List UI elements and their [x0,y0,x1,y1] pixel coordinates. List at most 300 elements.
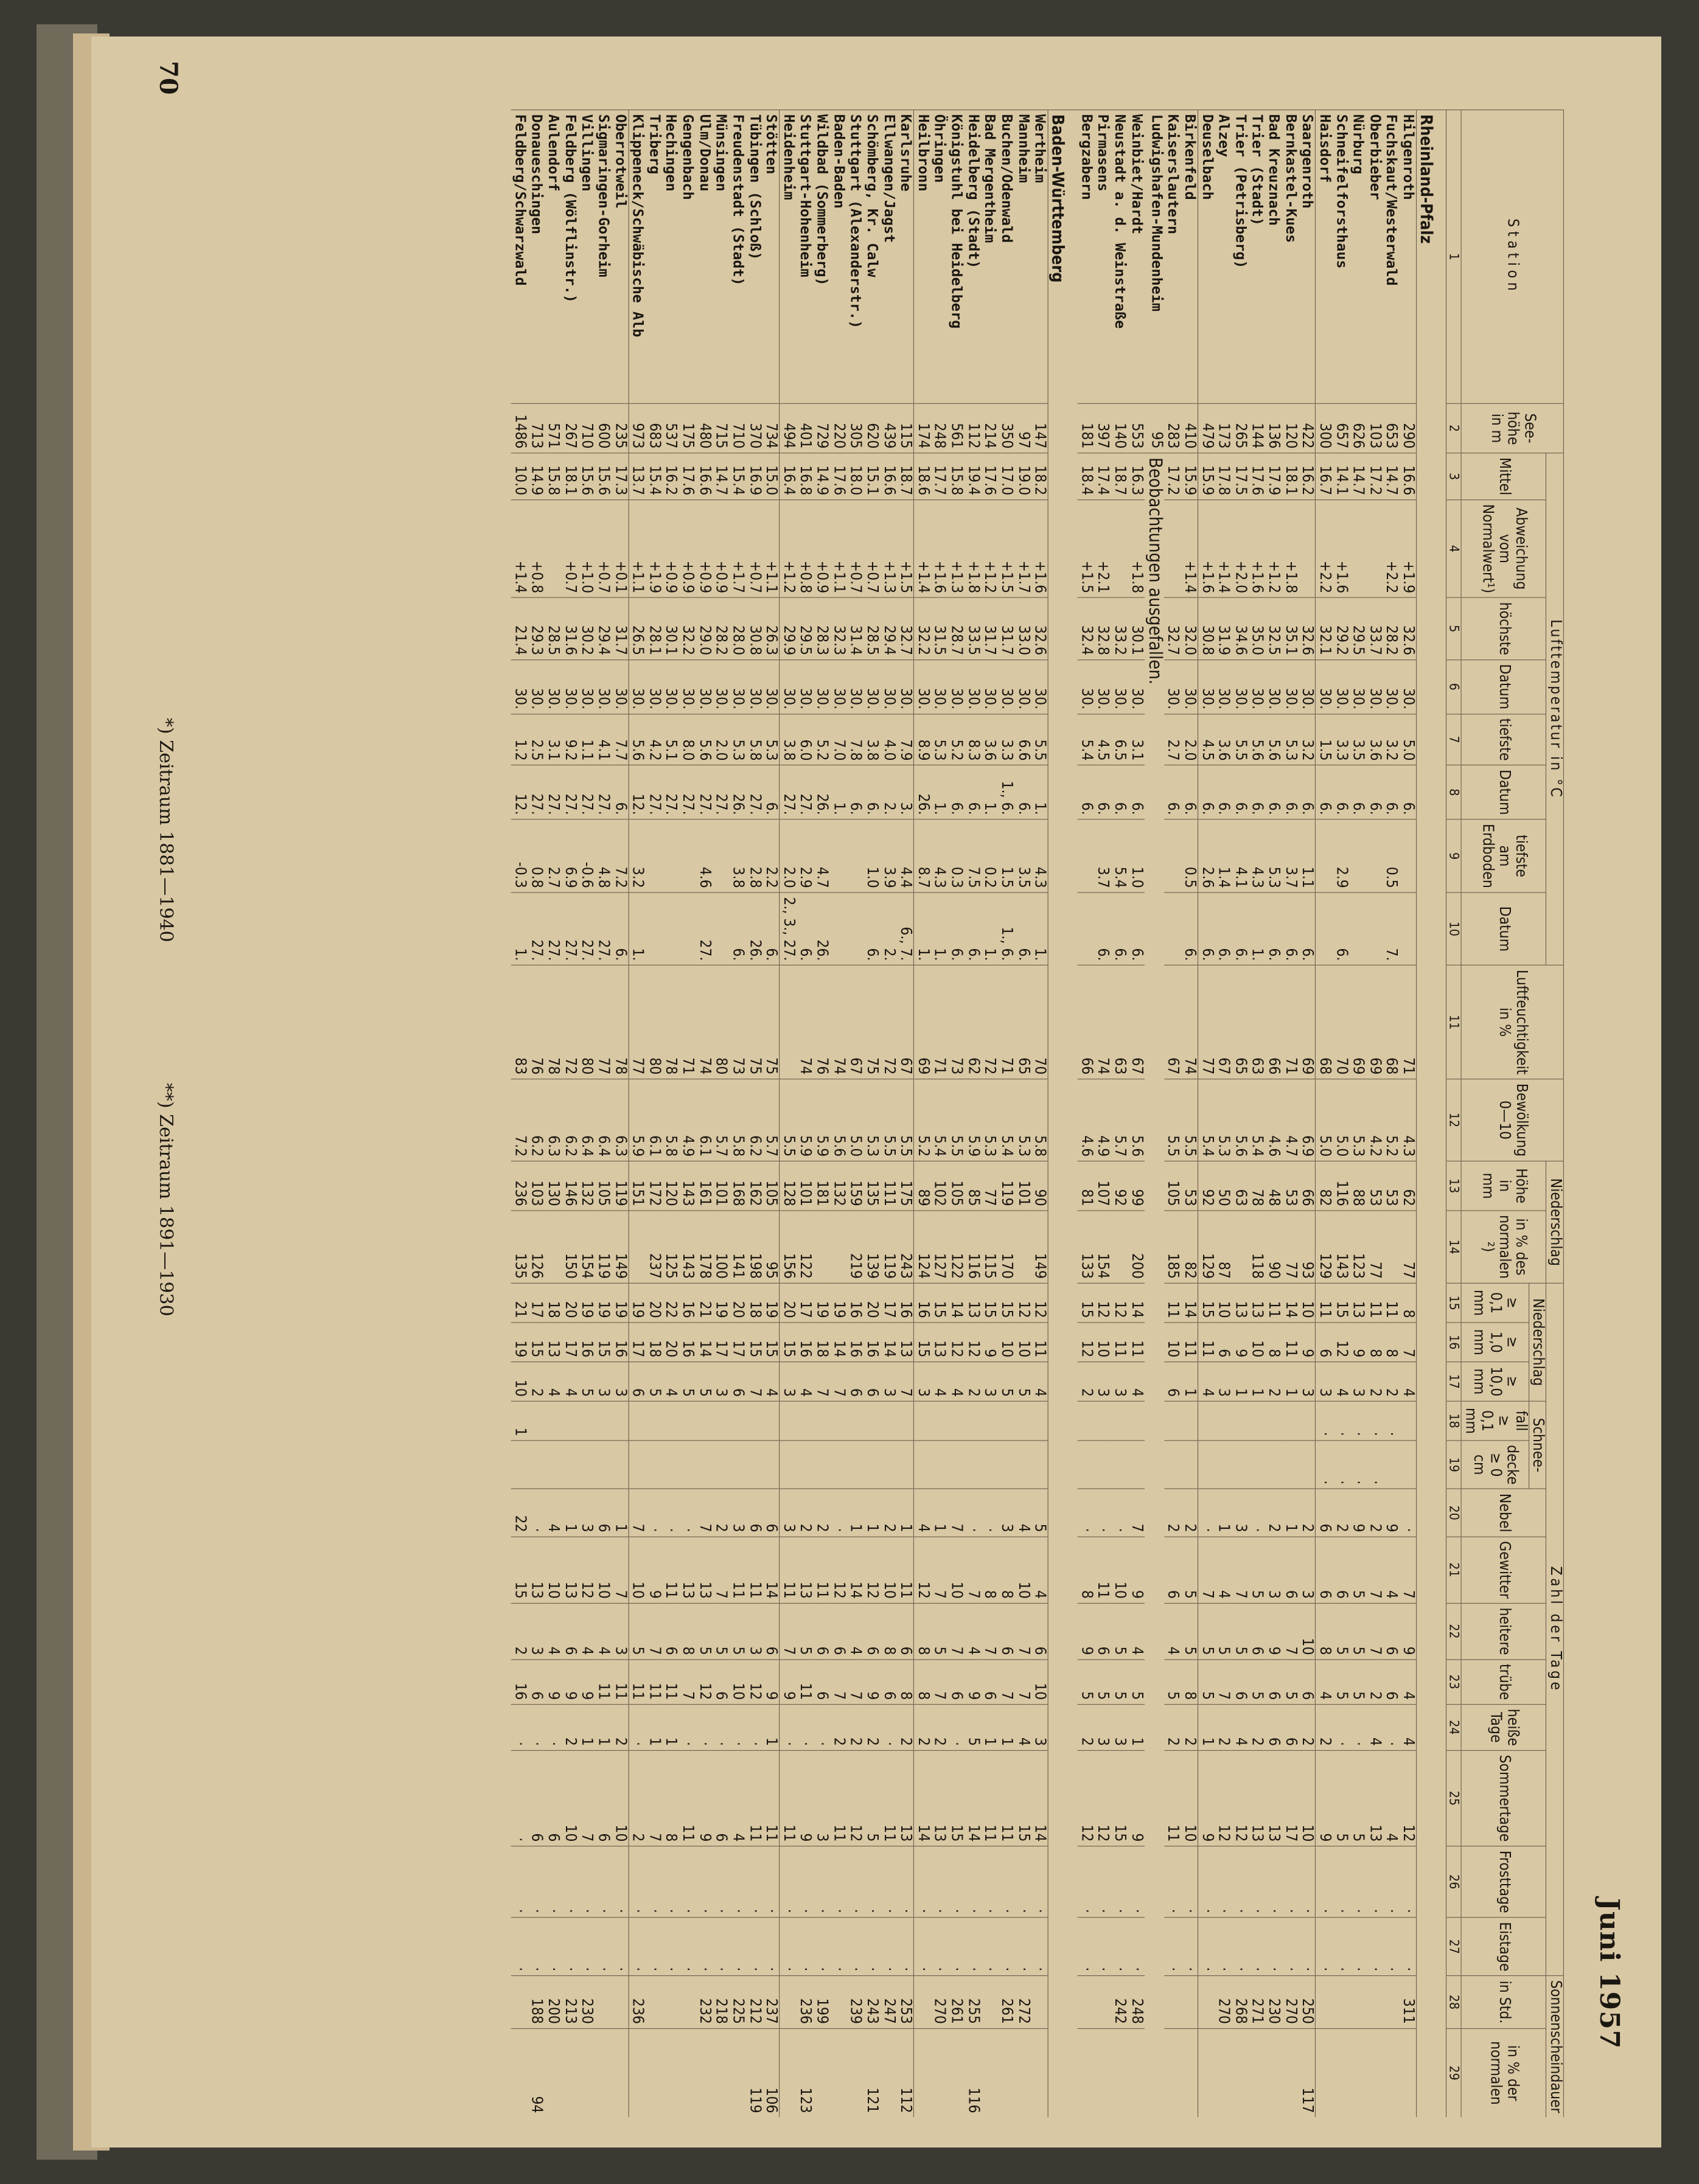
cell: · [981,1918,997,1976]
cell: 9 [545,1660,561,1705]
cell: 30. [1282,659,1298,714]
cell: 5.0 [1400,714,1417,765]
cell [612,1401,629,1441]
cell: 6 [629,1362,646,1402]
cell: +0.9 [713,499,729,597]
cell: · [797,1846,813,1918]
cell: 66 [1299,1161,1316,1211]
cell: 32.3 [830,597,846,659]
cell: 10.0 [511,453,528,500]
cell: 78 [545,965,561,1079]
cell: 11 [1383,1283,1399,1323]
cell: 175 [679,403,696,453]
cell: 30. [1232,659,1248,714]
cell: 4.3 [1031,819,1048,892]
cell: 2.9 [797,819,813,892]
cell: 71 [1400,965,1417,1079]
cell [1299,499,1316,597]
cell: 18 [813,1323,829,1362]
cell: 12 [1232,1750,1248,1846]
cell: 22 [662,1283,679,1323]
cell: 107 [1094,1161,1111,1211]
table-row [713,110,729,2118]
cell: 626 [1349,403,1366,453]
cell: 31.7 [612,597,629,659]
cell: 8.3 [965,714,981,765]
cell: 248 [931,403,947,453]
cell: 11 [646,1660,662,1705]
cell: 6.4 [595,1079,611,1161]
table-row [528,110,544,2118]
station-name: Ulm/Donau [696,110,712,404]
cell: 127 [931,1211,947,1283]
cell: 27. [595,892,611,965]
cell: · [1215,1846,1232,1918]
cell: 17 [797,1283,813,1323]
cell [846,1441,863,1489]
cell: 82 [1181,1211,1198,1283]
cell: 2 [1316,1705,1333,1751]
cell: 2 [830,1705,846,1751]
cell: 232 [696,1976,712,2028]
cell: · [662,1489,679,1537]
cell: 1.4 [1215,819,1232,892]
cell: 6 [1383,1603,1399,1660]
cell: 32.5 [1265,597,1282,659]
cell: 2 [1366,1489,1383,1537]
cell: 5 [713,1603,729,1660]
cell: 15 [745,1323,762,1362]
cell: 5.7 [762,1079,780,1161]
cell: 71 [679,965,696,1079]
cell: 1 [561,1489,577,1537]
cell: 30. [1366,659,1383,714]
cell: 3 [729,1489,745,1537]
cell: 103 [1366,403,1383,453]
cell: 5.6 [1265,714,1282,765]
group-sonnenschein: Sonnenscheindauer [1546,1976,1564,2117]
cell: 6. [1366,765,1383,819]
cell [662,2028,679,2117]
cell: 6. [797,892,813,965]
cell: 4.2 [1366,1079,1383,1161]
cell [830,819,846,892]
cell: · [1198,1846,1215,1918]
cell: 6 [1215,1323,1232,1362]
cell: · [1128,1846,1144,1918]
cell: 1. [931,765,947,819]
cell: 2 [1299,1489,1316,1537]
cell: 116 [965,2028,981,2117]
table-row [1316,110,1333,2118]
table-row [914,110,931,2118]
cell [947,2028,964,2117]
cell: 30. [745,659,762,714]
station-name: Münsingen [713,110,729,404]
cell: 8 [1383,1323,1399,1362]
cell: 14 [846,1537,863,1603]
cell: · [780,1705,797,1751]
cell: 6 [1282,1705,1298,1751]
cell: 4.9 [679,1079,696,1161]
cell: 27. [646,765,662,819]
cell: 15 [780,1323,797,1362]
station-name: Nürburg [1349,110,1366,404]
cell: 14 [762,1537,780,1603]
cell [981,1401,997,1441]
cell: 4 [545,1603,561,1660]
cell: 6 [1282,1537,1298,1603]
table-row [762,110,780,2118]
cell: 5.8 [1031,1079,1048,1161]
cell: 17 [528,1283,544,1323]
cell: 2.2 [762,819,780,892]
cell: 14 [1282,1283,1298,1323]
cell [897,1441,914,1489]
col-schneefall: fall ≥ 0,1 mm [1461,1401,1529,1441]
cell: 1. [629,892,646,965]
cell: 12 [830,1537,846,1603]
table-row [846,110,863,2118]
cell [1111,1401,1128,1441]
cell: 1. [931,892,947,965]
cell: 9 [1349,1323,1366,1362]
cell: 81 [1078,1161,1094,1211]
cell: 6. [729,892,745,965]
cell: 494 [780,403,797,453]
cell: 15.6 [578,453,595,500]
cell: 143 [679,1211,696,1283]
cell: 18 [745,1283,762,1323]
cell: 10 [729,1660,745,1705]
cell: 267 [561,403,577,453]
cell: 30. [897,659,914,714]
cell: 2 [561,1705,577,1751]
cell: 5 [646,1362,662,1402]
column-number: 27 [1446,1918,1462,1976]
cell: 27. [713,765,729,819]
cell: 30. [830,659,846,714]
cell: 271 [1248,1976,1265,2028]
cell: 11 [1164,1750,1181,1846]
cell: 4 [1215,1537,1232,1603]
cell: 115 [981,1211,997,1283]
cell: +1.5 [998,499,1014,597]
cell: 4 [1128,1603,1144,1660]
cell: · [897,1846,914,1918]
cell: · [713,1705,729,1751]
cell: 710 [729,403,745,453]
cell: -0.6 [578,819,595,892]
cell: 8 [914,1660,931,1705]
cell: 10 [1014,1537,1031,1603]
cell: 7 [1400,1537,1417,1603]
cell: 5.5 [1031,714,1048,765]
cell: 80 [646,965,662,1079]
cell: 6. [1198,765,1215,819]
cell: 20 [780,1283,797,1323]
cell [1383,1441,1399,1489]
cell: 7 [897,1362,914,1402]
cell [1078,819,1094,892]
cell: 7.8 [846,714,863,765]
table-row [578,110,595,2118]
cell: 2 [914,1705,931,1751]
cell: 1 [897,1489,914,1537]
cell [1349,819,1366,892]
cell: +1.1 [762,499,780,597]
cell: 99 [1128,1161,1144,1211]
cell: 50 [1215,1161,1232,1211]
cell: 68 [1316,965,1333,1079]
cell [561,1401,577,1441]
cell: 125 [662,1211,679,1283]
cell [528,1441,544,1489]
cell: 2 [1265,1489,1282,1537]
table-row [880,110,896,2118]
cell: · [1111,1918,1128,1976]
cell [662,892,679,965]
cell [1215,2028,1232,2117]
cell: +1.6 [1333,499,1349,597]
col-tiefste: tiefste [1461,714,1546,765]
cell: 8 [914,1603,931,1660]
cell [1400,1441,1417,1489]
cell: 4.6 [1078,1079,1094,1161]
table-row [1014,110,1031,2118]
cell [762,1441,780,1489]
cell: · [679,1918,696,1976]
cell: 1.1 [1299,819,1316,892]
column-number: 29 [1446,2028,1462,2117]
cell: 119 [612,1161,629,1211]
cell: 4 [1366,1705,1383,1751]
cell: 100 [713,1211,729,1283]
cell: 7 [1014,1603,1031,1660]
cell: 3 [713,1362,729,1402]
group-lufttemperatur: Lufttemperatur in °C [1546,453,1564,965]
cell: +0.8 [528,499,544,597]
cell: +1.6 [931,499,947,597]
cell: 683 [646,403,662,453]
cell: 212 [745,1976,762,2028]
cell: 9 [1349,1489,1366,1537]
col-gewitter: Gewitter [1461,1537,1546,1603]
cell: 11 [1316,1283,1333,1323]
cell: 12 [947,1323,964,1362]
cell: 5 [1215,1603,1232,1660]
cell: 3 [998,1489,1014,1537]
cell: 72 [561,965,577,1079]
cell: 3. [897,765,914,819]
cell [713,1441,729,1489]
cell: 6 [1031,1603,1048,1660]
cell [511,2028,528,2117]
footnote-2: **) Zeitraum 1891—1930 [155,1083,176,1316]
cell: 9 [1198,1750,1215,1846]
cell [1349,892,1366,965]
cell: 74 [696,965,712,1079]
cell [797,1441,813,1489]
cell: 247 [880,1976,896,2028]
cell: · [1349,1401,1366,1441]
cell: 13 [1366,1750,1383,1846]
cell: 3.7 [1094,819,1111,892]
station-name: Oberrotweil [612,110,629,404]
cell: 17.2 [1366,453,1383,500]
cell: 3 [1299,1362,1316,1402]
cell: 6. [1333,892,1349,965]
cell: 3 [1111,1362,1128,1402]
cell: 30. [981,659,997,714]
cell: 119 [745,2028,762,2117]
cell: 130 [545,1161,561,1211]
cell: · [578,1918,595,1976]
cell [1181,1441,1198,1489]
cell: +1.8 [1282,499,1298,597]
cell: 3.6 [981,714,997,765]
page-number: 70 [154,61,183,95]
column-number: 14 [1446,1211,1462,1283]
cell: 70 [1031,965,1048,1079]
cell: 15 [1014,1750,1031,1846]
cell: 16.3 [1128,453,1144,500]
cell: 69 [1366,965,1383,1079]
cell: 30.8 [1198,597,1215,659]
cell: 5.3 [931,714,947,765]
cell: 6. [1400,765,1417,819]
cell: 5.9 [813,1079,829,1161]
cell: 10 [511,1362,528,1402]
cell: 3 [780,1489,797,1537]
cell: +1.3 [947,499,964,597]
cell: 10 [1299,1750,1316,1846]
cell: 8 [662,1750,679,1846]
cell: 27. [696,892,712,965]
cell [1128,2028,1144,2117]
cell: 90 [1265,1211,1282,1283]
cell: 17.6 [981,453,997,500]
cell: 6. [1349,765,1366,819]
cell [578,1401,595,1441]
cell: 1 [595,1705,611,1751]
cell: 1. [1031,892,1048,965]
cell: 5 [1232,1603,1248,1660]
cell: 17 [880,1283,896,1323]
cell: 29.0 [696,597,712,659]
cell: 7 [947,1489,964,1537]
cell: · [528,1918,544,1976]
column-number-row [1446,110,1462,2118]
cell: 10 [1014,1323,1031,1362]
cell: 6 [1316,1323,1333,1362]
cell: 7 [830,1362,846,1402]
cell: 19 [713,1283,729,1323]
cell: 270 [931,1976,947,2028]
col-sonn-proz: in % der normalen [1461,2028,1546,2117]
cell: 13 [1248,1283,1265,1323]
cell: 82 [1316,1161,1333,1211]
cell: 12 [578,1537,595,1603]
station-name: Königstuhl bei Heidelberg [947,110,964,404]
cell: 26.5 [629,597,646,659]
cell: 29.9 [780,597,797,659]
cell: 4 [1400,1660,1417,1705]
cell: 32.7 [897,597,914,659]
cell: 1 [846,1489,863,1537]
table-row [1248,110,1265,2118]
cell: 13 [897,1750,914,1846]
station-name: Klippeneck/Schwäbische Alb [629,110,646,404]
cell: 7 [1400,1323,1417,1362]
cell: 4 [729,1750,745,1846]
cell: 106 [762,2028,780,2117]
cell: 1. [981,892,997,965]
cell: 14 [947,1283,964,1323]
cell: 28.2 [1383,597,1399,659]
cell [696,1441,712,1489]
cell: · [1094,1918,1111,1976]
cell: 181 [1078,403,1094,453]
cell: 29.4 [880,597,896,659]
cell: · [1366,1918,1383,1976]
cell: · [1366,1401,1383,1441]
cell: 2 [1181,1705,1198,1751]
cell: 5 [1349,1537,1366,1603]
cell: · [1181,1846,1198,1918]
cell: 6. [1282,892,1298,965]
cell [947,1401,964,1441]
cell: 4.6 [1265,1079,1282,1161]
cell: 3 [528,1603,544,1660]
cell: 5.3 [1215,1079,1232,1161]
page-title: Juni 1957 [1594,1898,1625,2050]
station-name: Pirmasens [1094,110,1111,404]
cell: 3 [578,1489,595,1537]
cell: 5.3 [981,1079,997,1161]
cell [646,1401,662,1441]
cell: 713 [528,403,544,453]
cell [729,1441,745,1489]
station-name: Trier (Stadt) [1248,110,1265,404]
cell [846,1401,863,1441]
cell: 27. [745,765,762,819]
cell: 29.3 [528,597,544,659]
cell: 1 [612,1489,629,1537]
cell: 30. [797,659,813,714]
cell: 1., 6. [998,892,1014,965]
cell: 2 [511,1603,528,1660]
cell: · [998,1846,1014,1918]
cell: 35.1 [1282,597,1298,659]
cell: 32.2 [679,597,696,659]
cell: · [1078,1489,1094,1537]
cell: · [1349,1441,1366,1489]
cell [1031,2028,1048,2117]
cell: 29.5 [1349,597,1366,659]
cell: 144 [1248,403,1265,453]
station-name: Trier (Petrisberg) [1232,110,1248,404]
table-row [981,110,997,2118]
table-row [1383,110,1399,2118]
cell: 17.9 [1265,453,1282,500]
cell: 10 [1031,1660,1048,1705]
cell: · [914,1846,931,1918]
cell: 28.0 [729,597,745,659]
cell: 6. [612,765,629,819]
cell: 9 [981,1323,997,1362]
cell [780,2028,797,2117]
